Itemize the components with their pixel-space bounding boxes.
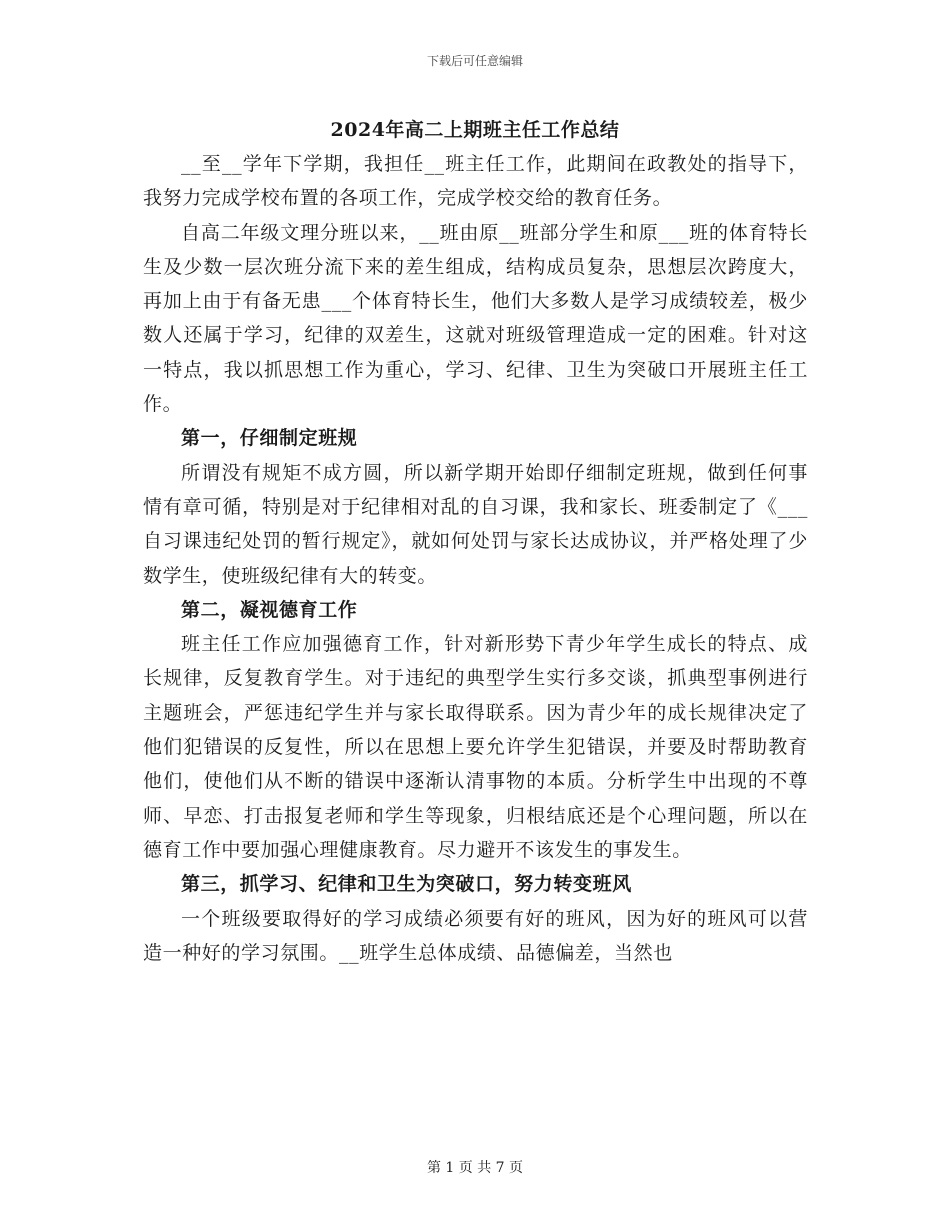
document-title: 2024年高二上期班主任工作总结 [330,119,620,141]
section-heading-1: 第一，仔细制定班规 [181,427,358,450]
paragraph-class-style: 一个班级要取得好的学习成绩必须要有好的班风，因为好的班风可以营造一种好的学习氛围。__班学生总体成绩、品德偏差，当然也 [143,907,808,964]
page-header-note: 下载后可任意编辑 [426,54,523,68]
paragraph-moral-education: 班主任工作应加强德育工作，针对新形势下青少年学生成长的特点、成长规律，反复教育学生。对于违纪的典型学生实行多交谈，抓典型事例进行主题班会，严惩违纪学生并与家长取得联系。因为青少年的成长规律决定了他们犯错误的反复性，所以在思想上要允许学生犯错误，并要及时帮助教育他们，使他们从不断的错误中逐渐认清事物的本质。分析学生中出现的不尊师、早恋、打击报复老师和学生等现象，归根结底还是个心理问题，所以在德育工作中要加强心理健康教育。尽力避开不该发生的事发生。 [143,633,808,861]
document-body [143,147,808,970]
section-heading-3: 第三，抓学习、纪律和卫生为突破口，努力转变班风 [181,873,632,896]
section-heading-2: 第二，凝视德育工作 [181,598,358,621]
paragraph-class-rules: 所谓没有规矩不成方圆，所以新学期开始即仔细制定班规，做到任何事情有章可循，特别是对于纪律相对乱的自习课，我和家长、班委制定了《___自习课违纪处罚的暂行规定》，就如何处罚与家长达成协议，并严格处理了少数学生，使班级纪律有大的转变。 [143,461,808,587]
paragraph-class-background: 自高二年级文理分班以来，__班由原__班部分学生和原___班的体育特长生及少数一层次班分流下来的差生组成，结构成员复杂，思想层次跨度大，再加上由于有备无患___个体育特长生，他们大多数人是学习成绩较差，极少数人还属于学习，纪律的双差生，这就对班级管理造成一定的困难。针对这一特点，我以抓思想工作为重心，学习、纪律、卫生为突破口开展班主任工作。 [143,221,808,416]
page-number: 第 1 页 共 7 页 [426,1160,524,1176]
paragraph-intro: __至__学年下学期，我担任__班主任工作，此期间在政教处的指导下，我努力完成学校布置的各项工作，完成学校交给的教育任务。 [143,153,808,210]
